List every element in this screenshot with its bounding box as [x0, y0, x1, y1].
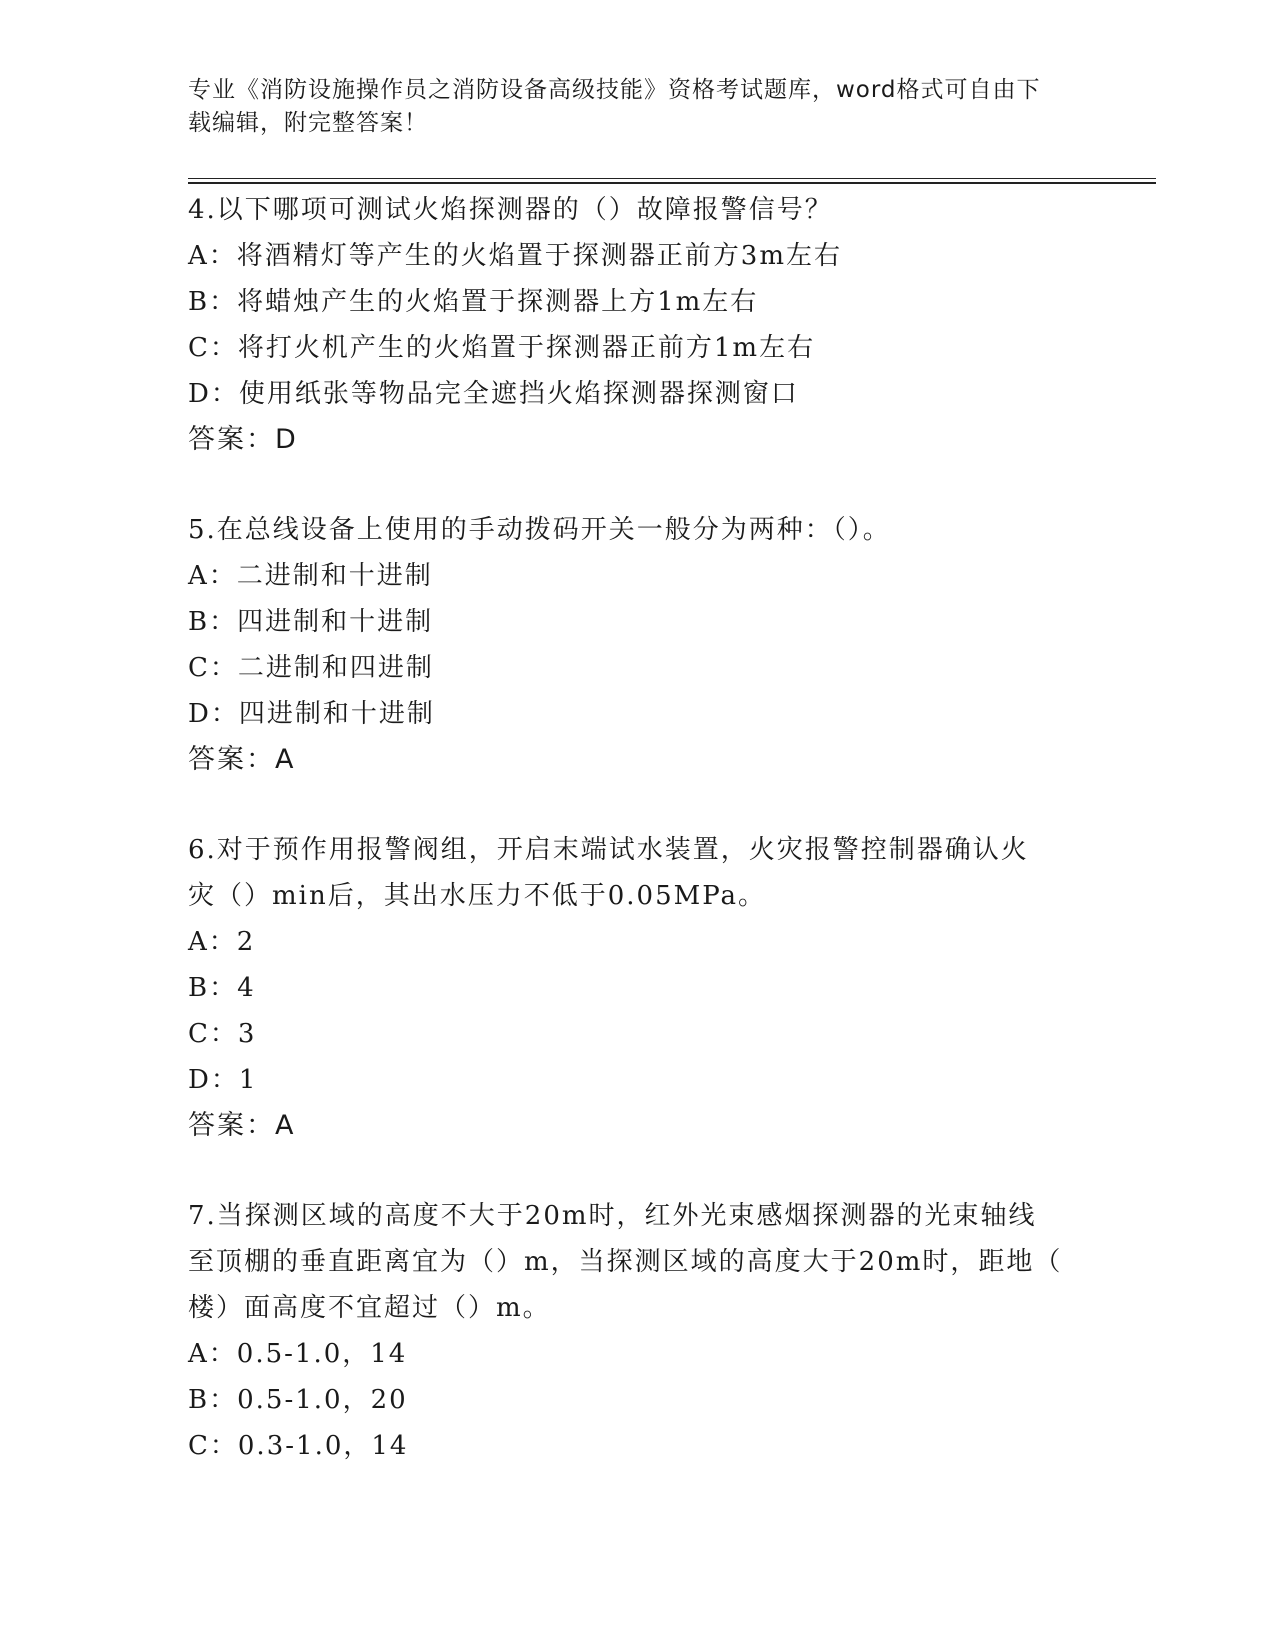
question-7: [188, 1193, 1088, 1469]
question-stem: 5.在总线设备上使用的手动拨码开关一般分为两种：（）。: [188, 515, 891, 545]
option-c: C：二进制和四进制: [188, 653, 434, 683]
question-5: [188, 507, 1088, 783]
question-stem: 7.当探测区域的高度不大于20m时，红外光束感烟探测器的光束轴线: [188, 1201, 1037, 1231]
question-stem-continued: 至顶棚的垂直距离宜为（）m，当探测区域的高度大于20m时，距地（: [188, 1247, 1063, 1277]
option-c: C：0.3-1.0，14: [188, 1431, 409, 1461]
question-list: [188, 187, 1088, 1469]
option-c: C：3: [188, 1019, 257, 1049]
question-stem-continued: 灾（）min后，其出水压力不低于0.05MPa。: [188, 881, 767, 911]
answer: 答案：A: [188, 744, 296, 775]
option-a: A：二进制和十进制: [188, 561, 433, 591]
option-c: C：将打火机产生的火焰置于探测器正前方1m左右: [188, 333, 816, 363]
header-line-1: 专业《消防设施操作员之消防设备高级技能》资格考试题库，word格式可自由下: [188, 77, 1041, 103]
option-d: D：四进制和十进制: [188, 699, 435, 729]
question-stem: 4.以下哪项可测试火焰探测器的（）故障报警信号？: [188, 195, 833, 225]
header-divider-thick: [188, 182, 1156, 184]
option-b: B：将蜡烛产生的火焰置于探测器上方1m左右: [188, 287, 759, 317]
option-b: B：四进制和十进制: [188, 607, 434, 637]
option-a: A：2: [188, 927, 256, 957]
answer: 答案：D: [188, 424, 298, 455]
option-a: A：将酒精灯等产生的火焰置于探测器正前方3m左右: [188, 241, 842, 271]
answer: 答案：A: [188, 1110, 296, 1141]
option-b: B：4: [188, 973, 256, 1003]
option-d: D：1: [188, 1065, 258, 1095]
question-4: [188, 187, 1088, 463]
question-stem: 6.对于预作用报警阀组，开启末端试水装置，火灾报警控制器确认火: [188, 835, 1029, 865]
question-stem-continued: 楼）面高度不宜超过（）m。: [188, 1293, 551, 1323]
document-header: [188, 74, 1088, 140]
header-divider-thin: [188, 178, 1156, 179]
header-line-2: 载编辑，附完整答案！: [188, 110, 428, 136]
option-d: D：使用纸张等物品完全遮挡火焰探测器探测窗口: [188, 379, 799, 409]
question-6: [188, 827, 1088, 1149]
option-b: B：0.5-1.0，20: [188, 1385, 408, 1415]
option-a: A：0.5-1.0，14: [188, 1339, 408, 1369]
